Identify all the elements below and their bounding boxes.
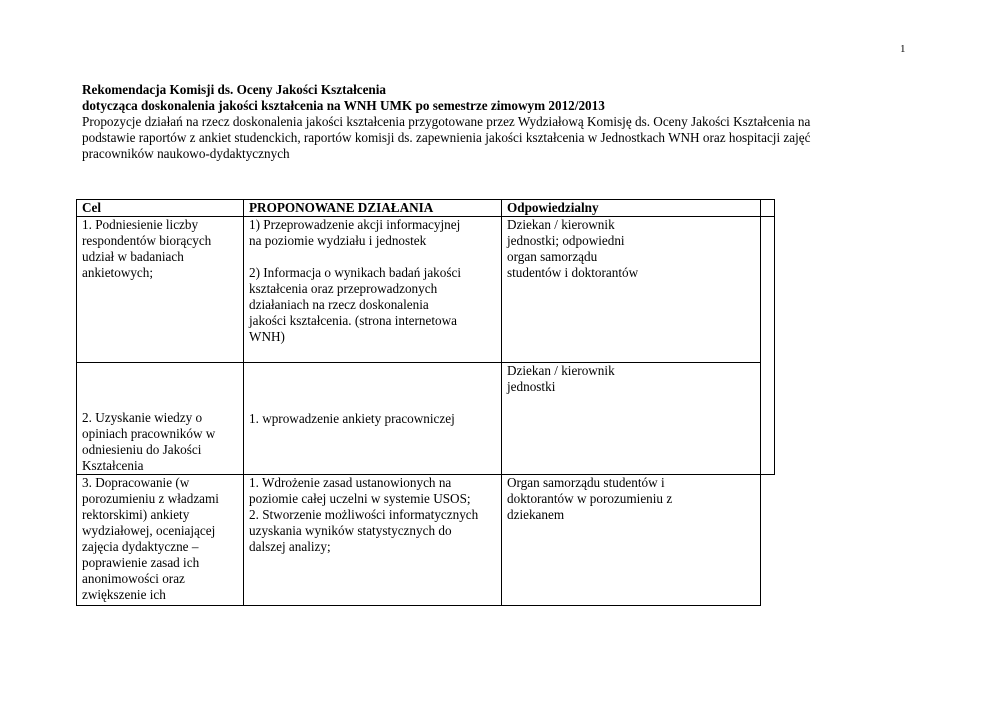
row1-cel: 1. Podniesienie liczby respondentów biorących udział w badaniach ankietowych; [77,217,244,363]
intro-line-1: Propozycje działań na rzecz doskonalenia jakości kształcenia przygotowane przez Wydziałową Komisję ds. Oceny Jakości Kształcenia na [82,114,811,129]
table-row [77,363,775,475]
row3-odpowiedzialny: Organ samorządu studentów i doktorantów w porozumieniu z dziekanem [502,475,761,606]
row1-dzialania: 1) Przeprowadzenie akcji informacyjnej na poziomie wydziału i jednostek 2) Informacja o wynikach badań jakości kształcenia oraz przeprowadzonych działaniach na rzecz doskonalenia jakości kształcenia. (strona internetowa WNH) [244,217,502,363]
intro-line-3: pracowników naukowo-dydaktycznych [82,146,290,161]
row2-odpowiedzialny: Dziekan / kierownik jednostki [502,363,761,475]
row1-odpowiedzialny: Dziekan / kierownik jednostki; odpowiedni organ samorządu studentów i doktorantów [502,217,761,363]
header-dzialania: PROPONOWANE DZIAŁANIA [244,200,502,217]
row3-empty-cell [761,475,775,606]
page-number: 1 [900,43,906,55]
table-header-row [77,200,775,217]
row2-cel: 2. Uzyskanie wiedzy o opiniach pracowników w odniesieniu do Jakości Kształcenia [77,363,244,475]
row3-dzialania: 1. Wdrożenie zasad ustanowionych na poziomie całej uczelni w systemie USOS; 2. Stworzenie możliwości informatycznych uzyskania wyników statystycznych do dalszej analizy; [244,475,502,606]
document-title-line-1: Rekomendacja Komisji ds. Oceny Jakości Kształcenia [82,82,387,97]
header-extra-cell [761,200,775,217]
extra-column-cell [761,217,775,475]
document-header [82,82,892,162]
document-title-line-2: dotycząca doskonalenia jakości kształcenia na WNH UMK po semestrze zimowym 2012/2013 [82,98,605,113]
intro-line-2: podstawie raportów z ankiet studenckich, raportów komisji ds. zapewnienia jakości kształcenia w Jednostkach WNH oraz hospitacji zajęć [82,130,811,145]
row3-cel: 3. Dopracowanie (w porozumieniu z władzami rektorskimi) ankiety wydziałowej, oceniającej zajęcia dydaktyczne – poprawienie zasad ich anonimowości oraz zwiększenie ich [77,475,244,606]
table-row [77,475,775,606]
row2-dzialania: 1. wprowadzenie ankiety pracowniczej [244,363,502,475]
recommendations-table [76,199,775,606]
header-cel: Cel [77,200,244,217]
header-odpowiedzialny: Odpowiedzialny [502,200,761,217]
table-row [77,217,775,363]
